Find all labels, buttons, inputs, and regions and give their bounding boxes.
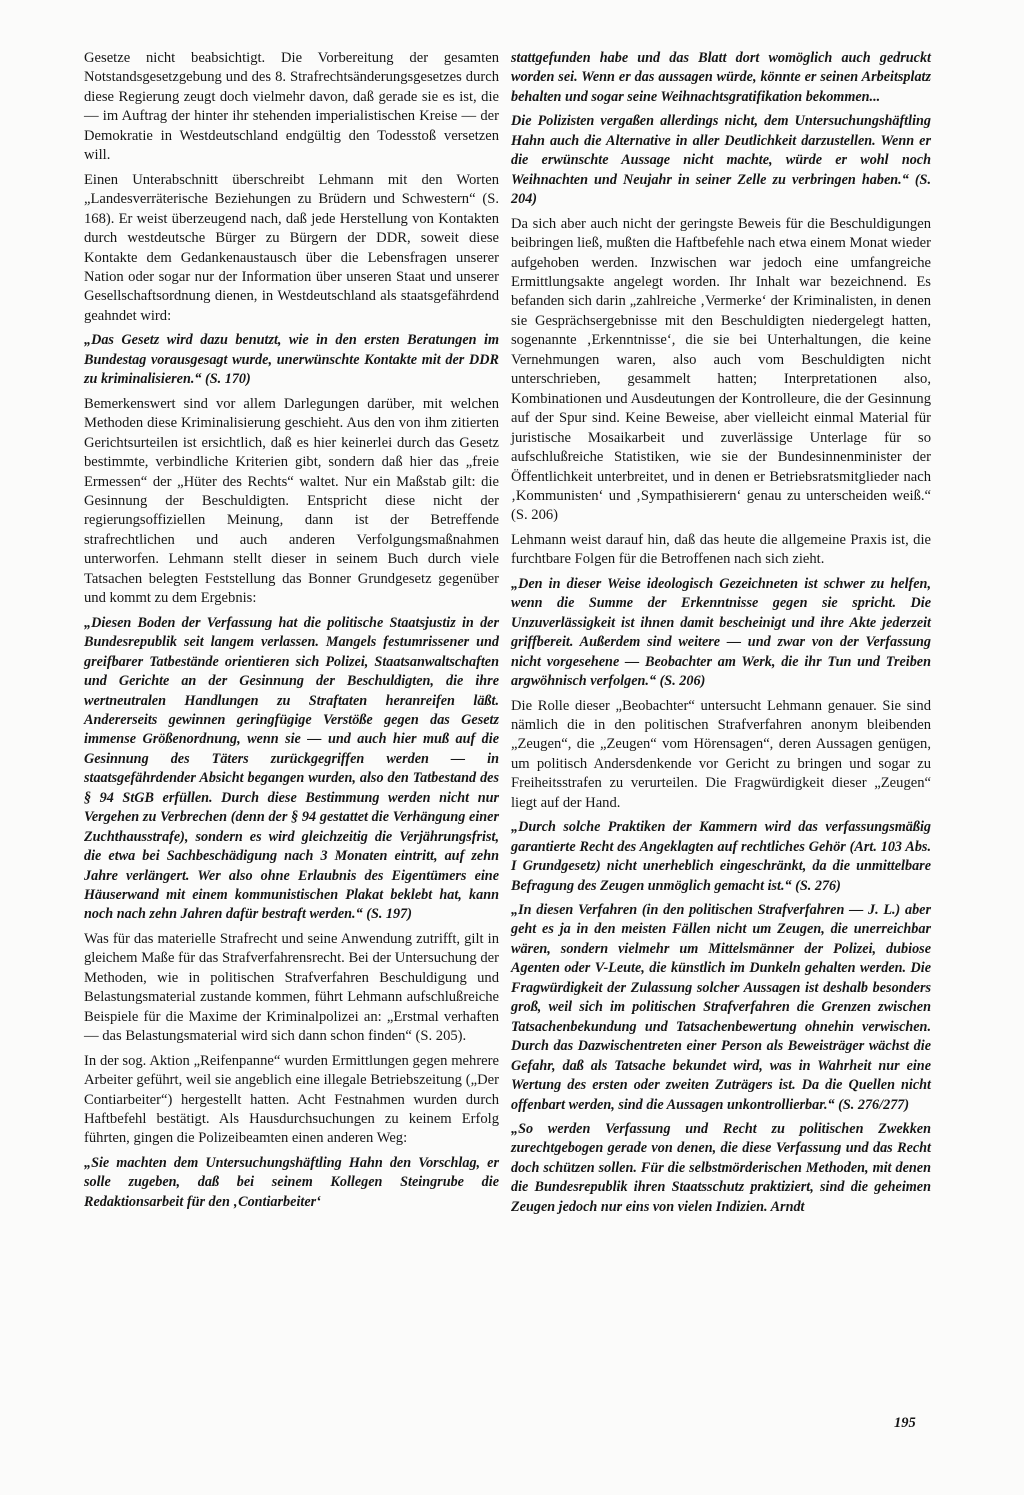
quotation: „Diesen Boden der Verfassung hat die politische Staatsjustiz in der Bundesrepublik seit langem verlassen. Mangels festumrissener und greifbarer Tatbestände orientieren sich Polizei, Staatsanwaltschaften und Gerichte an der Gesinnung der Beschuldigten, die ihre wertneutralen Handlungen zu Straftaten heranreifen läßt. Andererseits gewinnen geringfügige Verstöße gegen das Gesetz immense Größenordnung, wenn sie — und auch hier muß auf die Gesinnung des Täters zurückgegriffen werden — in staatsgefährdender Absicht begangen wurden, also den Tatbestand des § 94 StGB erfüllen. Durch diese Bestimmung werden nicht nur Vergehen zu Verbrechen (denn der § 94 gestattet die Verhängung einer Zuchthausstrafe), sondern es wird gleichzeitig die Verjährungsfrist, die etwa bei Sachbeschädigung nach 3 Monaten eintritt, auf zehn Jahre verlängert. Wer also ohne Erlaubnis des Eigentümers eine Häuserwand mit einem kommunistischen Plakat beklebt hat, kann noch nach zehn Jahren dafür bestraft werden.“ (S. 197): [84, 614, 499, 923]
quotation: stattgefunden habe und das Blatt dort womöglich auch gedruckt worden sei. Wenn er das aussagen würde, könnte er seinen Arbeitsplatz behalten und sogar seine Weihnachtsgratifikation bekommen...: [511, 50, 931, 105]
quotation: „Das Gesetz wird dazu benutzt, wie in den ersten Beratungen im Bundestag vorausgesagt wurde, unerwünschte Kontakte mit der DDR zu kriminalisieren.“ (S. 170): [84, 332, 499, 388]
paragraph: Was für das materielle Strafrecht und seine Anwendung zutrifft, gilt in gleichem Maße für das Strafverfahrensrecht. Bei der Untersuchung der Methoden, wie in politischen Strafverfahren Beschuldigung und Belastungsmaterial zustande kommen, führt Lehmann aufschlußreiche Beispiele für die Maxime der Kriminalpolizei an: „Erstmal verhaften — das Belastungsmaterial wird sich dann schon finden“ (S. 205).: [84, 930, 499, 1045]
right-column: [511, 49, 931, 1222]
paragraph: Lehmann weist darauf hin, daß das heute die allgemeine Praxis ist, die furchtbare Folgen für die Betroffenen nach sich zieht.: [511, 531, 931, 568]
paragraph: In der sog. Aktion „Reifenpanne“ wurden Ermittlungen gegen mehrere Arbeiter geführt, weil sie angeblich eine illegale Betriebszeitung („Der Contiarbeiter“) hergestellt hatten. Acht Festnahmen wurden durch Haftbefehl bestätigt. Als Hausdurchsuchungen zu keinem Erfolg führten, gingen die Polizeibeamten einen anderen Weg:: [84, 1052, 499, 1147]
quotation: „Sie machten dem Untersuchungshäftling Hahn den Vorschlag, er solle zugeben, daß bei seinem Kollegen Steingrube die Redaktionsarbeit für den ‚Contiarbeiter‘: [84, 1154, 499, 1210]
quotation: „Den in dieser Weise ideologisch Gezeichneten ist schwer zu helfen, wenn die Summe der Erkenntnisse gegen sie spricht. Die Unzuverlässigkeit ist ihnen damit bescheinigt und ihre Akte jederzeit griffbereit. Außerdem sind weitere — und zwar von der Verfassung nicht vorgesehene — Beobachter am Werk, die ihr Tun und Treiben argwöhnisch verfolgen.“ (S. 206): [511, 575, 931, 690]
quotation: „So werden Verfassung und Recht zu politischen Zwekken zurechtgebogen gerade von denen, die diese Verfassung und das Recht doch schützen sollen. Für die selbstmörderischen Methoden, mit denen die Bundesrepublik ihren Staatsschutz praktiziert, sind die geheimen Zeugen jedoch nur eins von vielen Indizien. Arndt: [511, 1121, 931, 1215]
page-number: 195: [894, 1415, 916, 1431]
paragraph: Die Rolle dieser „Beobachter“ untersucht Lehmann genauer. Sie sind nämlich die in den politischen Strafverfahren anonym bleibenden „Zeugen“, die „Zeugen“ vom Hörensagen“, deren Aussagen genügen, um politisch Andersdenkende vor Gericht zu bringen und sogar zu Freiheitsstrafen zu verurteilen. Die Fragwürdigkeit dieser „Zeugen“ liegt auf der Hand.: [511, 697, 931, 811]
quotation: „In diesen Verfahren (in den politischen Strafverfahren — J. L.) aber geht es ja in den meisten Fällen nicht um Zeugen, die unerreichbar wären, sondern vielmehr um Mittelsmänner der Polizei, dubiose Agenten oder V-Leute, die künstlich im Dunkeln gehalten werden. Die Fragwürdigkeit der Zulassung solcher Aussagen ist deshalb besonders groß, weil sich im politischen Strafverfahren die Grenzen zwischen Tatsachenbekundung und Tatsachenbewertung ohnehin verwischen. Durch das Dazwischentreten einer Person als Beweisträger wächst die Gefahr, daß als Tatsache bekundet wird, was in Wahrheit nur eine Wertung des ersten oder zweiten Zuträgers ist. Da die Quellen nicht offenbart werden, sind die Aussagen unkontrollierbar.“ (S. 276/277): [511, 902, 931, 1113]
paragraph: Einen Unterabschnitt überschreibt Lehmann mit den Worten „Landesverräterische Beziehungen zu Brüdern und Schwestern“ (S. 168). Er weist überzeugend nach, daß jede Herstellung von Kontakten durch westdeutsche Bürger zu Bürgern der DDR, soweit diese Kontakte dem Gedankenaustausch über die Lebensfragen unserer Nation oder sogar nur der Information über unseren Staat und unserer Gesellschaftsordnung dienen, in Westdeutschland als staatsgefährdend geahndet wird:: [84, 171, 499, 324]
paragraph: Gesetze nicht beabsichtigt. Die Vorbereitung der gesamten Notstandsgesetzgebung und des 8. Strafrechtsänderungsgesetzes durch diese Regierung zeugt doch vielmehr davon, daß gerade sie es ist, die — im Auftrag der hinter ihr stehenden imperialistischen Kreise — der Demokratie in Westdeutschland endgültig den Todesstoß versetzen will.: [84, 50, 499, 164]
quotation: Die Polizisten vergaßen allerdings nicht, dem Untersuchungshäftling Hahn auch die Alternative in aller Deutlichkeit darzustellen. Wenn er die erwünschte Aussage nicht machte, würde er wohl noch Weihnachten und Neujahr in seiner Zelle zu verbringen haben.“ (S. 204): [511, 113, 931, 208]
left-column: [84, 49, 499, 1217]
paragraph: Bemerkenswert sind vor allem Darlegungen darüber, mit welchen Methoden diese Kriminalisierung geschieht. Aus den von ihm zitierten Gerichtsurteilen ist ersichtlich, daß es hier keinerlei durch das Gesetz bestimmte, verbindliche Kriterien gibt, sondern daß hier das „freie Ermessen“ der „Hüter des Rechts“ waltet. Nur ein Maßstab gilt: die Gesinnung der Beschuldigten. Entspricht diese nicht der regierungsoffiziellen Meinung, dann ist der Betreffende strafrechtlichen und auch anderen Verfolgungsmaßnahmen unterworfen. Lehmann stellt dieser in seinem Buch durch viele Tatsachen belegten Feststellung das Bonner Grundgesetz gegenüber und kommt zu dem Ergebnis:: [84, 395, 499, 607]
paragraph: Da sich aber auch nicht der geringste Beweis für die Beschuldigungen beibringen ließ, mußten die Haftbefehle nach etwa einem Monat wieder aufgehoben werden. Inzwischen war jedoch eine umfangreiche Ermittlungsakte angelegt worden. Ihr Inhalt war bezeichnend. Es befanden sich darin „zahlreiche ‚Vermerke‘ der Kriminalisten, in denen sie Gesprächsergebnisse mit den Beschuldigten niedergelegt hatten, sogenannte ‚Erkenntnisse‘, die sie bei Unterhaltungen, die keine Vernehmungen waren, also auch vom Beschuldigten nicht unterschrieben, gesammelt hatten; Interpretationen also, Kombinationen und Ausdeutungen der Kontrolleure, die der Gesinnung auf der Spur sind. Keine Beweise, aber vielleicht einmal Material für juristische Mosaikarbeit und zuverlässige Unterlage für so aufschlußreiche Statistiken, wie sie der Bundesinnenminister der Öffentlichkeit unterbreitet, und in denen er Betriebsratsmitglieder nach ‚Kommunisten‘ und ‚Sympathisierern‘ genau zu unterscheiden weiß.“ (S. 206): [511, 215, 931, 524]
quotation: „Durch solche Praktiken der Kammern wird das verfassungsmäßig garantierte Recht des Angeklagten auf rechtliches Gehör (Art. 103 Abs. I Grundgesetz) nicht unerheblich eingeschränkt, da die unmittelbare Befragung des Zeugen unmöglich gemacht ist.“ (S. 276): [511, 819, 931, 894]
